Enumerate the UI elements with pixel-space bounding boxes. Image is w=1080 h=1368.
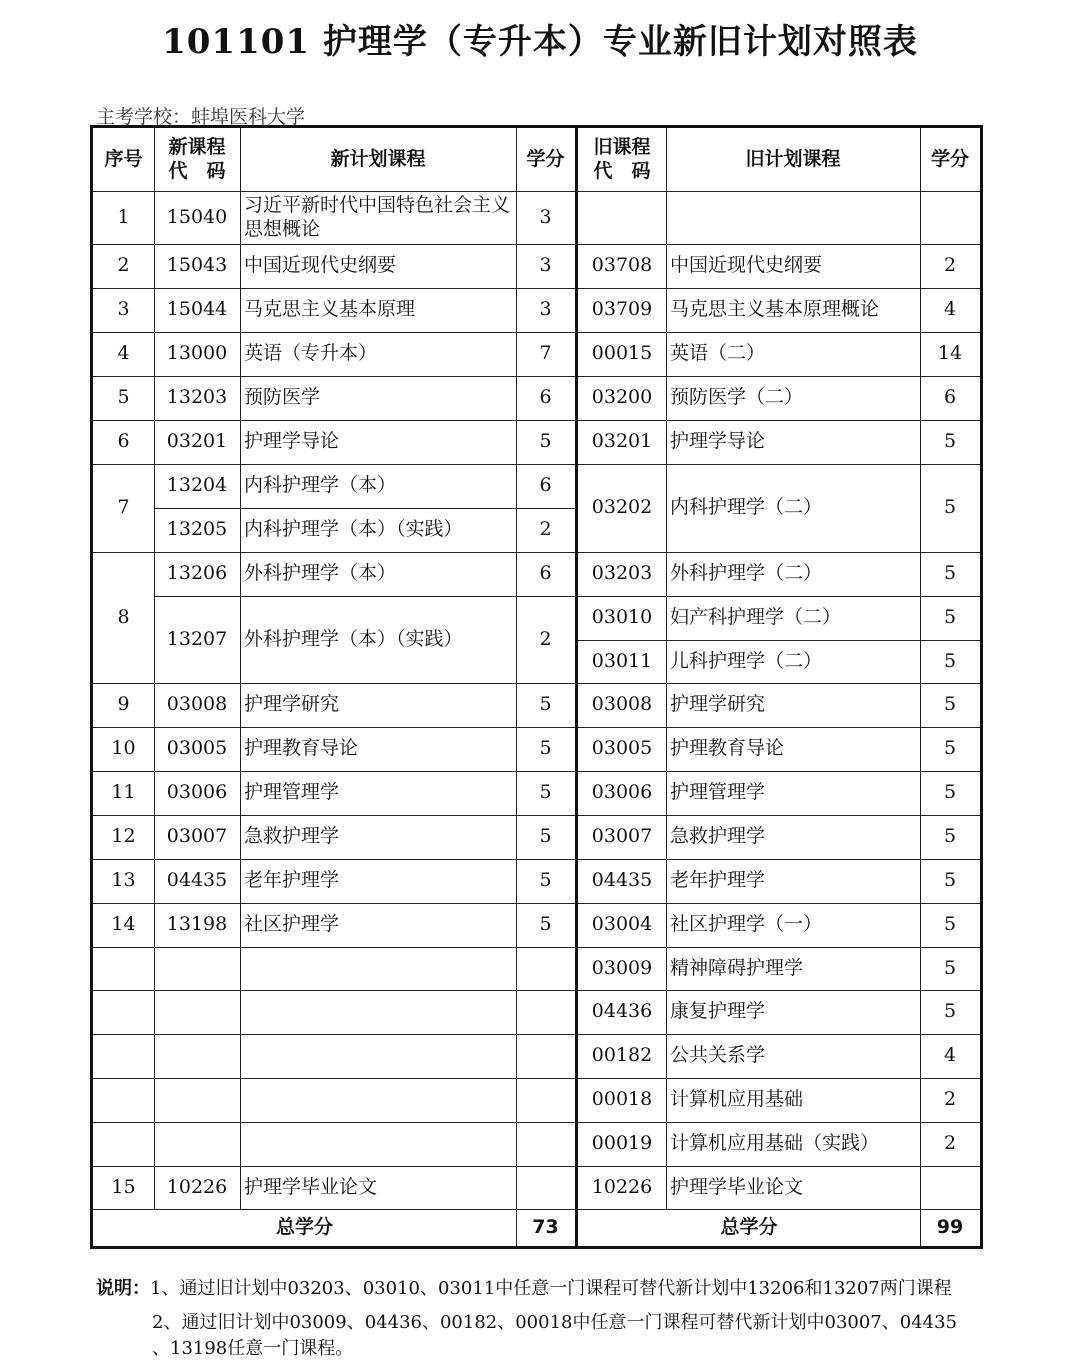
new-course-credit: 2 <box>539 627 552 650</box>
new-course-code: 03006 <box>166 781 228 804</box>
new-course-code: 03005 <box>166 737 228 760</box>
new-course-credit: 6 <box>539 386 552 409</box>
new-course-code: 13205 <box>166 518 228 541</box>
old-course-credit: 5 <box>943 825 957 848</box>
row-rule <box>154 815 575 816</box>
header-old-code-line1: 旧课程 <box>593 135 651 158</box>
row-rule <box>93 1166 154 1167</box>
header-new-code-line1: 新课程 <box>168 135 226 158</box>
old-course-credit: 2 <box>943 1088 957 1111</box>
row-rule <box>154 1166 575 1167</box>
new-course-credit: 5 <box>539 693 552 716</box>
old-course-credit <box>920 1166 980 1209</box>
new-seq: 3 <box>117 298 130 321</box>
row-rule <box>93 990 154 991</box>
column-rule <box>516 128 517 1246</box>
new-seq: 15 <box>111 1175 136 1198</box>
old-course-code: 03008 <box>591 693 653 716</box>
column-rule <box>154 128 155 1209</box>
new-course-code: 13000 <box>166 342 228 365</box>
column-rule <box>666 128 667 1209</box>
comparison-table <box>90 125 983 1249</box>
row-rule <box>154 420 575 421</box>
old-course-code <box>578 191 666 244</box>
new-course-credit: 3 <box>539 298 552 321</box>
new-seq: 12 <box>111 825 136 848</box>
row-rule <box>93 288 154 289</box>
new-course-name: 中国近现代史纲要 <box>244 254 397 277</box>
old-course-name: 预防医学（二） <box>670 386 804 409</box>
new-course-name: 护理学研究 <box>244 693 340 716</box>
old-course-credit: 5 <box>943 693 957 716</box>
row-rule <box>154 859 575 860</box>
old-course-code: 00019 <box>591 1132 653 1155</box>
old-course-code: 03006 <box>591 781 653 804</box>
old-course-credit: 4 <box>943 298 957 321</box>
new-course-credit: 3 <box>539 205 552 228</box>
new-seq: 14 <box>111 913 136 936</box>
new-course-name: 习近平新时代中国特色社会主义思想概论 <box>244 193 511 240</box>
header-new-code <box>154 128 240 191</box>
new-total-label: 总学分 <box>275 1215 333 1238</box>
row-rule <box>154 683 575 684</box>
old-course-credit: 4 <box>943 1044 957 1067</box>
new-seq: 10 <box>111 737 136 760</box>
new-course-name: 外科护理学（本） <box>244 562 397 585</box>
row-rule <box>154 1122 575 1123</box>
new-course-name: 英语（专升本） <box>244 342 378 365</box>
header-old-code <box>578 128 666 191</box>
header-old-course: 旧计划课程 <box>745 147 841 170</box>
row-rule <box>93 244 154 245</box>
new-course-name: 内科护理学（本） <box>244 474 397 497</box>
old-course-name: 护理学导论 <box>670 430 766 453</box>
old-course-code: 04435 <box>591 869 653 892</box>
old-course-name: 康复护理学 <box>670 1000 766 1023</box>
new-course-code: 13198 <box>166 913 228 936</box>
row-rule <box>93 771 154 772</box>
new-course-name: 护理学导论 <box>244 430 340 453</box>
old-course-name: 公共关系学 <box>670 1044 766 1067</box>
row-rule <box>93 1078 154 1079</box>
old-course-credit: 5 <box>943 781 957 804</box>
exam-school: 主考学校：蚌埠医科大学 <box>96 106 306 128</box>
new-seq: 9 <box>117 693 130 716</box>
new-course-name: 护理管理学 <box>244 781 340 804</box>
new-seq: 13 <box>111 869 136 892</box>
new-seq: 4 <box>117 342 130 365</box>
old-course-code: 03200 <box>591 386 653 409</box>
row-rule <box>93 1122 154 1123</box>
column-rule <box>240 128 241 1209</box>
notes-label: 说明： <box>96 1278 150 1299</box>
row-rule <box>154 596 575 597</box>
row-rule <box>154 508 575 509</box>
header-new-code-line2: 代 码 <box>168 159 226 182</box>
new-seq: 6 <box>117 430 130 453</box>
old-course-name: 老年护理学 <box>670 869 766 892</box>
row-rule <box>154 1078 575 1079</box>
row-rule <box>93 420 154 421</box>
row-rule <box>93 1034 154 1035</box>
row-rule <box>93 332 154 333</box>
page-title: 101101 护理学（专升本）专业新旧计划对照表 <box>162 22 918 62</box>
new-seq: 11 <box>111 781 136 804</box>
header-seq: 序号 <box>104 147 143 170</box>
new-course-credit: 3 <box>539 254 552 277</box>
new-course-code: 04435 <box>166 869 228 892</box>
old-course-code: 03007 <box>591 825 653 848</box>
old-course-name: 马克思主义基本原理概论 <box>670 298 880 321</box>
note-3: 、13198任意一门课程。 <box>152 1338 354 1359</box>
new-course-code: 10226 <box>166 1175 228 1198</box>
new-course-credit: 7 <box>539 342 552 365</box>
new-course-credit: 5 <box>539 913 552 936</box>
row-rule <box>93 552 154 553</box>
new-seq: 7 <box>117 496 130 519</box>
old-course-credit: 5 <box>943 869 957 892</box>
old-course-credit: 2 <box>943 1132 957 1155</box>
new-course-code: 13206 <box>166 562 228 585</box>
new-course-name: 护理教育导论 <box>244 737 359 760</box>
row-rule <box>154 771 575 772</box>
row-rule <box>93 191 980 192</box>
row-rule <box>93 1209 154 1210</box>
row-rule <box>154 947 575 948</box>
old-course-credit <box>920 191 980 244</box>
old-total-value: 99 <box>936 1215 964 1238</box>
old-course-code: 03202 <box>591 496 653 519</box>
column-rule <box>920 128 921 1246</box>
row-rule <box>154 376 575 377</box>
old-course-credit: 2 <box>943 254 957 277</box>
old-course-name: 英语（二） <box>670 342 766 365</box>
new-course-name: 社区护理学 <box>244 913 340 936</box>
old-course-code: 03005 <box>591 737 653 760</box>
old-course-code: 04436 <box>591 1000 653 1023</box>
old-course-code: 00018 <box>591 1088 653 1111</box>
new-seq: 8 <box>117 605 130 628</box>
old-course-credit: 5 <box>943 1000 957 1023</box>
new-course-code: 13204 <box>166 474 228 497</box>
new-course-code: 13207 <box>166 627 228 650</box>
new-course-name: 内科护理学（本）（实践） <box>244 518 463 541</box>
header-new-course: 新计划课程 <box>330 147 426 170</box>
new-course-name: 马克思主义基本原理 <box>244 298 416 321</box>
new-course-code: 15044 <box>166 298 228 321</box>
new-seq: 2 <box>117 254 130 277</box>
new-course-code: 15040 <box>166 205 228 228</box>
old-course-credit: 14 <box>937 342 963 365</box>
old-course-credit: 5 <box>943 496 957 519</box>
old-course-code: 03011 <box>591 649 653 672</box>
old-course-code: 00015 <box>591 342 653 365</box>
old-course-credit: 5 <box>943 737 957 760</box>
row-rule <box>93 683 154 684</box>
new-course-code: 03008 <box>166 693 228 716</box>
old-course-credit: 5 <box>943 913 957 936</box>
new-course-credit: 5 <box>539 869 552 892</box>
new-course-name: 老年护理学 <box>244 869 340 892</box>
old-course-name: 儿科护理学（二） <box>670 649 823 672</box>
new-course-credit: 5 <box>539 737 552 760</box>
row-rule <box>93 859 154 860</box>
old-course-name: 护理管理学 <box>670 781 766 804</box>
row-rule <box>93 376 154 377</box>
header-old-credit: 学分 <box>930 147 969 170</box>
old-course-credit: 5 <box>943 649 957 672</box>
old-course-code: 03709 <box>591 298 653 321</box>
old-course-name: 护理教育导论 <box>670 737 785 760</box>
new-course-code: 03201 <box>166 430 228 453</box>
old-course-code: 03201 <box>591 430 653 453</box>
new-course-code: 13203 <box>166 386 228 409</box>
new-course-credit: 6 <box>539 562 552 585</box>
new-total-value: 73 <box>532 1215 559 1238</box>
new-course-code: 15043 <box>166 254 228 277</box>
row-rule <box>154 1034 575 1035</box>
row-rule <box>154 1209 575 1210</box>
row-rule <box>93 903 154 904</box>
new-course-name: 外科护理学（本）（实践） <box>244 627 463 650</box>
old-course-name: 计算机应用基础（实践） <box>670 1132 880 1155</box>
header-new-credit: 学分 <box>526 147 565 170</box>
row-rule <box>154 552 575 553</box>
new-course-credit: 5 <box>539 430 552 453</box>
row-rule <box>93 947 154 948</box>
new-course-name: 预防医学 <box>244 386 321 409</box>
row-rule <box>154 288 575 289</box>
old-course-code: 10226 <box>591 1175 653 1198</box>
old-course-credit: 5 <box>943 562 957 585</box>
old-course-name: 妇产科护理学（二） <box>670 606 842 629</box>
old-course-credit: 5 <box>943 430 957 453</box>
old-course-name: 精神障碍护理学 <box>670 956 804 979</box>
old-course-name: 护理学毕业论文 <box>670 1175 804 1198</box>
old-course-name: 急救护理学 <box>670 825 766 848</box>
new-course-credit: 2 <box>539 518 552 541</box>
note-1: 1、通过旧计划中03203、03010、03011中任意一门课程可替代新计划中13206和13207两门课程 <box>150 1278 952 1299</box>
old-course-code: 00182 <box>591 1044 653 1067</box>
row-rule <box>154 332 575 333</box>
old-course-credit: 5 <box>943 606 957 629</box>
new-course-credit: 5 <box>539 825 552 848</box>
old-course-name: 社区护理学（一） <box>670 913 823 936</box>
row-rule <box>154 903 575 904</box>
old-total-label: 总学分 <box>720 1215 778 1238</box>
new-course-code: 03007 <box>166 825 228 848</box>
new-course-credit: 6 <box>539 474 552 497</box>
new-course-credit: 5 <box>539 781 552 804</box>
row-rule <box>93 727 154 728</box>
new-seq: 5 <box>117 386 130 409</box>
old-course-name: 内科护理学（二） <box>670 496 823 519</box>
new-course-credit <box>516 1166 575 1209</box>
row-rule <box>154 727 575 728</box>
old-course-name: 中国近现代史纲要 <box>670 254 823 277</box>
old-course-credit: 5 <box>943 956 957 979</box>
old-course-name: 外科护理学（二） <box>670 562 823 585</box>
new-course-name: 急救护理学 <box>244 825 340 848</box>
old-course-code: 03009 <box>591 956 653 979</box>
row-rule <box>93 815 154 816</box>
old-course-name: 计算机应用基础 <box>670 1088 804 1111</box>
new-course-name: 护理学毕业论文 <box>244 1175 378 1198</box>
old-course-credit: 6 <box>943 386 957 409</box>
new-seq: 1 <box>117 205 130 228</box>
old-course-code: 03004 <box>591 913 653 936</box>
row-rule <box>93 464 154 465</box>
old-course-name <box>666 191 920 244</box>
row-rule <box>154 464 575 465</box>
row-rule <box>154 244 575 245</box>
note-2: 2、通过旧计划中03009、04436、00182、00018中任意一门课程可替代新计划中03007、04435 <box>152 1312 958 1333</box>
old-course-code: 03708 <box>591 254 653 277</box>
row-rule <box>154 990 575 991</box>
old-course-code: 03010 <box>591 606 653 629</box>
header-old-code-line2: 代 码 <box>593 159 651 182</box>
old-course-name: 护理学研究 <box>670 693 766 716</box>
old-course-code: 03203 <box>591 562 653 585</box>
